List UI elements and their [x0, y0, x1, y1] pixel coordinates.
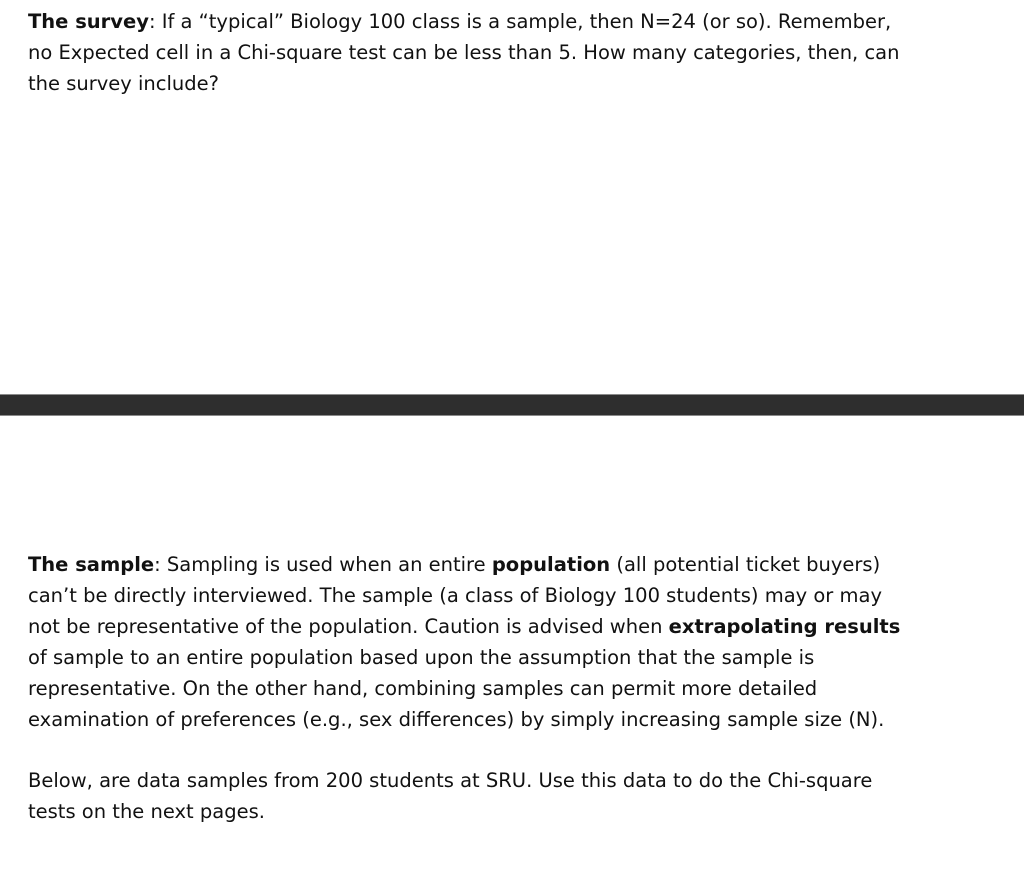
sample-text-1: : Sampling is used when an entire — [154, 553, 492, 576]
below-text: Below, are data samples from 200 students at SRU. Use this data to do the Chi-square tests on the next pages. — [28, 769, 873, 823]
survey-text: : If a “typical” Biology 100 class is a sample, then N=24 (or so). Remember, no Expected cell in a Chi-square test can be less than 5. How many categories, then, can the survey include? — [28, 10, 900, 95]
below-paragraph — [28, 765, 888, 827]
sample-text-3: of sample to an entire population based upon the assumption that the sample is representative. On the other hand, combining samples can permit more detailed examination of preferences (e.g., sex differences) by simply increasing sample size (N). — [28, 646, 885, 731]
extrapolating-term: extrapolating results — [668, 615, 901, 638]
sample-heading: The sample — [28, 553, 155, 576]
survey-heading: The survey — [28, 10, 149, 33]
population-term: population — [491, 553, 611, 576]
section-divider — [0, 394, 1024, 416]
sample-paragraph — [28, 549, 913, 735]
sample-text-2: (all potential ticket buyers) can’t be directly interviewed. The sample (a class of Biology 100 students) may or may not be representative of the population. Caution is advised when — [28, 553, 883, 638]
survey-paragraph — [28, 6, 908, 99]
